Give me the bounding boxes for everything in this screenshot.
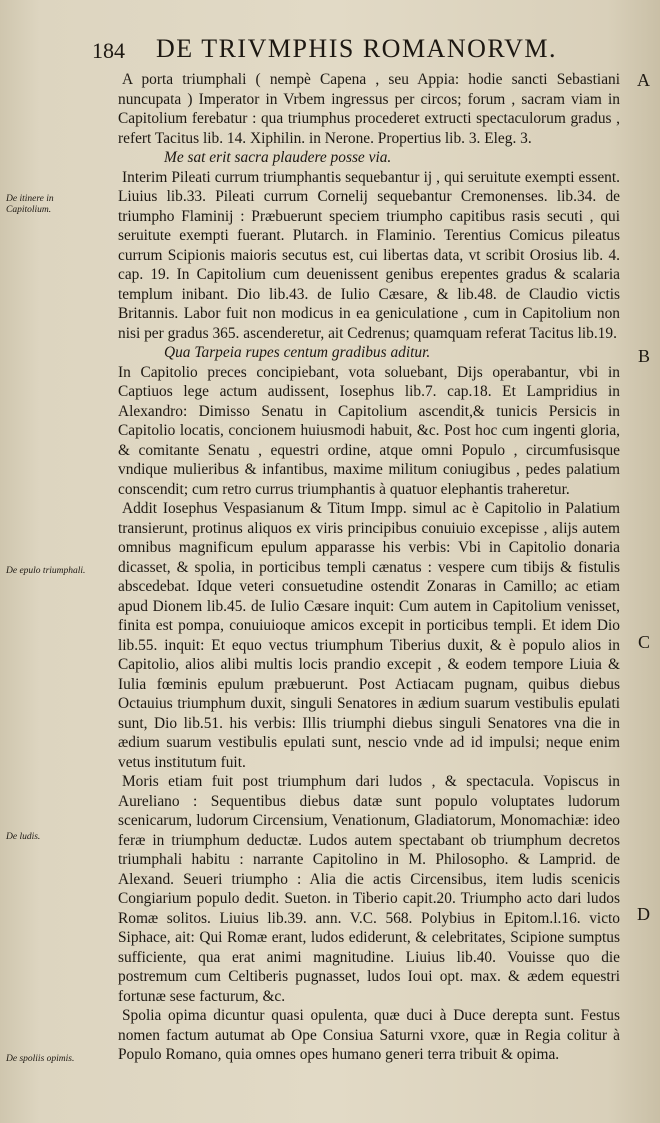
page-header — [92, 28, 612, 68]
side-note-spoliis: De spoliis opimis. — [6, 1054, 75, 1064]
margin-letter-a: A — [637, 70, 650, 90]
paragraph: In Capitolio preces concipiebant, vota soluebant, Dijs operabantur, vbi in Captiuos lege actum audissent, Iosephus lib.7. cap.18. Et Lampridius in Alexandro: Dimisso Senatu in Capitolium ascendit,& tunicis Persicis in Capitolio locatis, concionem huiusmodi habuit, &c. Post hoc cum ingenti gloria, & comitante Senatu , equestri ordine, atque omni Populo , circumfusisque vndique mulieribus & infantibus, maxime militum coniugibus , pedes palatium conscendit; cum retro currus triumphantis à quatuor elephantis traheretur. — [118, 363, 620, 498]
page-number: 184 — [92, 38, 125, 63]
paragraph: A porta triumphali ( nempè Capena , seu Appia: hodie sancti Sebastiani nuncupata ) Imperator in Vrbem ingressus per circos; forum , sacram viam in Capitolium ferebatur : qua triumphus procederet extructi spectaculorum gradus , refert Tacitus lib. 14. Xiphilin. in Nerone. Propertius lib. 3. Eleg. 3. — [118, 71, 620, 147]
paragraph: Interim Pileati currum triumphantis sequebantur ij , qui seruitute exempti essent. Liuius lib.33. Pileati currum Cornelij sequebantur Cremonenses. lib.34. de triumpho Flaminij : Præbuerunt speciem triumpho capitibus rasis secuti , qui seruitute exempti fuerant. Plutarch. in Flaminio. Terentius Comicus pileatus currum Scipionis maioris secutus est, cui libertas data, vt scribit Orosius lib. 4. cap. 19. In Capitolium cum deuenissent genibus erepentes gradus & scalaria templum inibant. Dio lib.43. de Iulio Cæsare, & lib.48. de Claudio victis Britannis. Labor fuit non modicus in ea geniculatione , cum in Capitolium non nisi per gradus 365. ascenderetur, ait Cedrenus; quamquam referat Tacitus lib.19. — [118, 168, 620, 342]
verse-quotation: Me sat erit sacra plaudere posse via. — [164, 149, 392, 166]
side-note-epulo: De epulo triumphali. — [6, 566, 86, 576]
main-text — [118, 70, 620, 1065]
side-note-ludis: De ludis. — [6, 832, 41, 842]
page-title: DE TRIVMPHIS ROMANORVM. — [156, 34, 558, 63]
margin-letter-d: D — [637, 904, 650, 924]
margin-letter-c: C — [637, 632, 650, 652]
side-note-itinere: De itinere in Capitolium. — [6, 194, 54, 215]
verse-quotation: Qua Tarpeia rupes centum gradibus aditur. — [164, 344, 431, 361]
paragraph: Moris etiam fuit post triumphum dari ludos , & spectacula. Vopiscus in Aureliano : Sequentibus diebus datæ sunt populo voluptates ludorum scenicarum, ludorum Circensium, Venationum, Gladiatorum, Monomachiæ: ideo feræ in triumphum deductæ. Ludos autem spectabant ob triumphum decretos triumphali habitu : narrante Capitolino in M. Philosopho. & Lamprid. de Alexand. Seueri triumpho : Alia die actis Circensibus, item ludis scenicis Congiarium populo dedit. Sueton. in Tiberio capit.20. Triumpho acto dari ludos Romæ solitos. Liuius lib.39. ann. V.C. 568. Polybius in Epitom.l.16. victo Siphace, ait: Qui Romæ erant, ludos ediderunt, & celebritates, Scipione sumptus sufficiente, qua erat animi magnitudine. Liuius lib.40. Vouisse quo die postremum cum Celtiberis pugnasset, ludos Ioui opt. max. & ædem equestri fortunæ sese facturum, &c. — [118, 773, 620, 1005]
paragraph: Spolia opima dicuntur quasi opulenta, quæ duci à Duce derepta sunt. Festus nomen factum autumat ab Ope Consiua Saturni vxore, quæ in Regia colitur à Populo Romano, quia omnes opes humano generi terra tribuit & opima. — [118, 1007, 620, 1063]
paragraph: Addit Iosephus Vespasianum & Titum Impp. simul ac è Capitolio in Palatium transierunt, protinus aliquos ex viris principibus conuiuio excepisse , alijs autem omnibus magnificum epulum apparasse his verbis: Vbi in Capitolio donaria dicasset, & spolia, in porticibus templi cænatus : vespere cum tibijs & fistulis abscedebat. Idque veteri consuetudine ostendit Zonaras in Camillo; ac etiam apud Dionem lib.45. de Iulio Cæsare inquit: Cum autem in Capitolium venisset, finita est pompa, conuiuioque amicos excepit in porticibus templi. Et idem Dio lib.55. inquit: Et equo vectus triumphum Tiberius duxit, & è populo alios in Capitolio, alios alibi multis locis prandio excepit , & eodem tempore Liuia & Iulia fœminis epulum præbuerunt. Post Actiacam pugnam, quibus diebus Octauius triumphum duxit, singuli Senatores in ædium suarum vestibulis epulati sunt, Dio lib.51. his verbis: Illis triumphi diebus singuli Senatores vna die in ædium suarum vestibulis epulati sunt, nescio vnde ad id impulsi; neque enim vetus institutum fuit. — [118, 500, 620, 771]
margin-letter-b: B — [637, 346, 650, 366]
